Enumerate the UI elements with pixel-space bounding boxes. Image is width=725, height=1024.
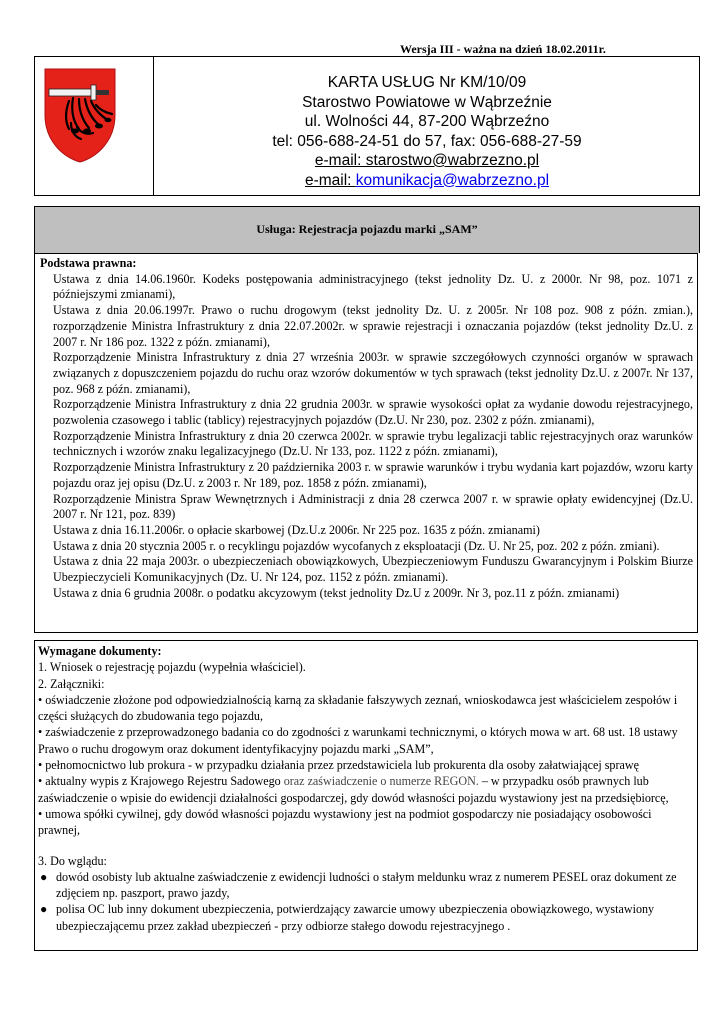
bullet-icon: ●	[40, 902, 48, 917]
legal-item: Ustawa z dnia 22 maja 2003r. o ubezpieczeniach obowiązkowych, Ubezpieczeniowym Funduszu Gwarancyjnym i Polskim Biurze Ubezpieczycieli Komunikacyjnych (Dz. U. Nr 124, poz. 1152 z późn. zmianami).	[53, 554, 693, 585]
attachment-krs-extract	[38, 773, 694, 806]
legal-item: Ustawa z dnia 14.06.1960r. Kodeks postępowania administracyjnego (tekst jednolity Dz. U. z 2000r. Nr 98, poz. 1071 z późniejszymi zmianami),	[53, 271, 693, 302]
legal-item: Ustawa z dnia 20 stycznia 2005 r. o recyklingu pojazdów wycofanych z eksploatacji (Dz. U. Nr 25, poz. 202 z późn. zmiani).	[53, 538, 660, 553]
email-starostwo-link[interactable]: e-mail: starostwo@wabrzezno.pl	[314, 152, 540, 169]
legal-item: Rozporządzenie Ministra Infrastruktury z dnia 20 czerwca 2002r. w sprawie trybu legalizacji tablic rejestracyjnych oraz warunków technicznych i wzorów znaku legalizacyjnego (Dz.U. Nr 133, poz. 1122 z późn. zmianami),	[53, 428, 693, 459]
review-list	[38, 869, 694, 934]
review-item-id: dowód osobisty lub aktualne zaświadczenie z ewidencji ludności o stałym meldunku wraz z numerem PESEL oraz dokument ze zdjęciem np. paszport, prawo jazdy,	[56, 869, 677, 901]
doc-item-for-review: 3. Do wglądu:	[38, 853, 107, 868]
legal-item: Ustawa z dnia 6 grudnia 2008r. o podatku akcyzowym (tekst jednolity Dz.U z 2009r. Nr 3, poz.11 z późn. zmianami)	[53, 585, 620, 600]
email-prefix: e-mail:	[304, 171, 356, 189]
bullet-icon: ●	[40, 869, 48, 884]
attachment-statement: • oświadczenie złożone pod odpowiedzialnością karną za składanie fałszywych zeznań, wnioskodawca jest właścicielem zespołów i części służących do zbudowania tego pojazdu,	[38, 692, 678, 724]
legal-item: Rozporządzenie Ministra Infrastruktury z dnia 27 września 2003r. w sprawie szczegółowych czynności organów w sprawach związanych z dopuszczeniem pojazdu do ruchu oraz wzorów dokumentów w tych sprawach (tekst jednolity Dz.U. z 2007r. Nr 137, poz. 968 z późn. zmianami),	[53, 350, 693, 396]
legal-item: Rozporządzenie Ministra Infrastruktury z 20 października 2003 r. w sprawie warunków i trybu wydania kart pojazdów, wzoru karty pojazdu oraz jej opisu (Dz.U. z 2003 r. Nr 189, poz. 1858 z późn. zmianami),	[53, 460, 693, 490]
office-phone: tel: 056-688-24-51 do 57, fax: 056-688-27-59	[272, 132, 582, 150]
required-documents-section	[34, 640, 698, 951]
email-komunikacja-line	[155, 171, 699, 191]
attachment-partnership-agreement: • umowa spółki cywilnej, gdy dowód własności pojazdu wystawiony jest na podmiot gospodarczy nie posiadający osobowości prawnej,	[38, 806, 652, 838]
legal-item: Rozporządzenie Ministra Infrastruktury z dnia 22 grudnia 2003r. w sprawie wysokości opłat za wydanie dowodu rejestracyjnego, pozwolenia czasowego i tablic (tablicy) rejestracyjnych pojazdów (Dz.U. Nr 230, poz. 2302 z późn. zmianami),	[53, 397, 693, 428]
doc-item-application: 1. Wniosek o rejestrację pojazdu (wypełnia właściciel).	[38, 660, 306, 675]
legal-basis-title: Podstawa prawna:	[40, 256, 137, 270]
version-line: Wersja III - ważna na dzień 18.02.2011r.	[400, 42, 606, 56]
krs-text-b: oraz zaświadczenie o numerze REGON.	[283, 774, 479, 789]
legal-item: Ustawa z dnia 16.11.2006r. o opłacie skarbowej (Dz.U.z 2006r. Nr 225 poz. 1635 z późn. zmianami)	[53, 522, 540, 537]
email-komunikacja-link[interactable]: komunikacja@wabrzezno.pl	[355, 171, 550, 189]
legal-item: Ustawa z dnia 20.06.1997r. Prawo o ruchu drogowym (tekst jednolity Dz. U. z 2005r. Nr 108 poz. 908 z późn. zmian.), rozporządzenie Ministra Infrastruktury z dnia 22.07.2002r. w sprawie rejestracji i oznaczania pojazdów (tekst jednolity Dz.U. z 2007 r. Nr 186 poz. 1322 z późn. zmianami),	[53, 303, 693, 349]
krs-text-c: – w przypadku osób prawnych lub zaświadczenie o wpisie do ewidencji działalności gospodarczej, gdy dowód własności pojazdu wystawiony jest na przedsiębiorcę,	[38, 774, 669, 805]
review-item-insurance: polisa OC lub inny dokument ubezpieczenia, potwierdzający zawarcie umowy ubezpieczenia obowiązkowego, wystawiony ubezpieczającemu przez zakład ubezpieczeń - przy odbiorze stałego dowodu rejestracyjnego .	[56, 902, 655, 933]
doc-item-attachments: 2. Załączniki:	[38, 676, 105, 691]
attachment-power-of-attorney: • pełnomocnictwo lub prokura - w przypadku działania przez przedstawiciela lub prokurenta dla osoby załatwiającej sprawę	[38, 758, 639, 773]
card-title: KARTA USŁUG Nr KM/10/09	[327, 74, 527, 91]
krs-text-a: • aktualny wypis z Krajowego Rejestru Sadowego	[38, 774, 284, 789]
coat-of-arms-icon	[41, 65, 119, 165]
service-title: Usługa: Rejestracja pojazdu marki „SAM”	[34, 206, 700, 253]
header-text	[155, 73, 699, 190]
office-address: ul. Wolności 44, 87-200 Wąbrzeźno	[304, 113, 550, 130]
required-documents-title: Wymagane dokumenty:	[38, 644, 162, 658]
crest-cell	[35, 57, 154, 195]
attachment-technical-certificate: • zaświadczenie z przeprowadzonego badania co do zgodności z warunkami technicznymi, o których mowa w art. 68 ust. 18 ustawy Prawo o ruchu drogowym oraz dokument identyfikacyjny pojazdu marki „SAM”,	[38, 725, 678, 756]
list-item	[38, 901, 694, 934]
legal-item: Rozporządzenie Ministra Spraw Wewnętrznych i Administracji z dnia 28 czerwca 2007 r. w sprawie opłaty ewidencyjnej (Dz.U. 2007 r. Nr 121, poz. 839)	[53, 491, 693, 522]
legal-basis-section	[34, 253, 698, 633]
office-name: Starostwo Powiatowe w Wąbrzeźnie	[302, 93, 552, 111]
list-item	[38, 869, 694, 902]
header-box	[34, 56, 700, 196]
